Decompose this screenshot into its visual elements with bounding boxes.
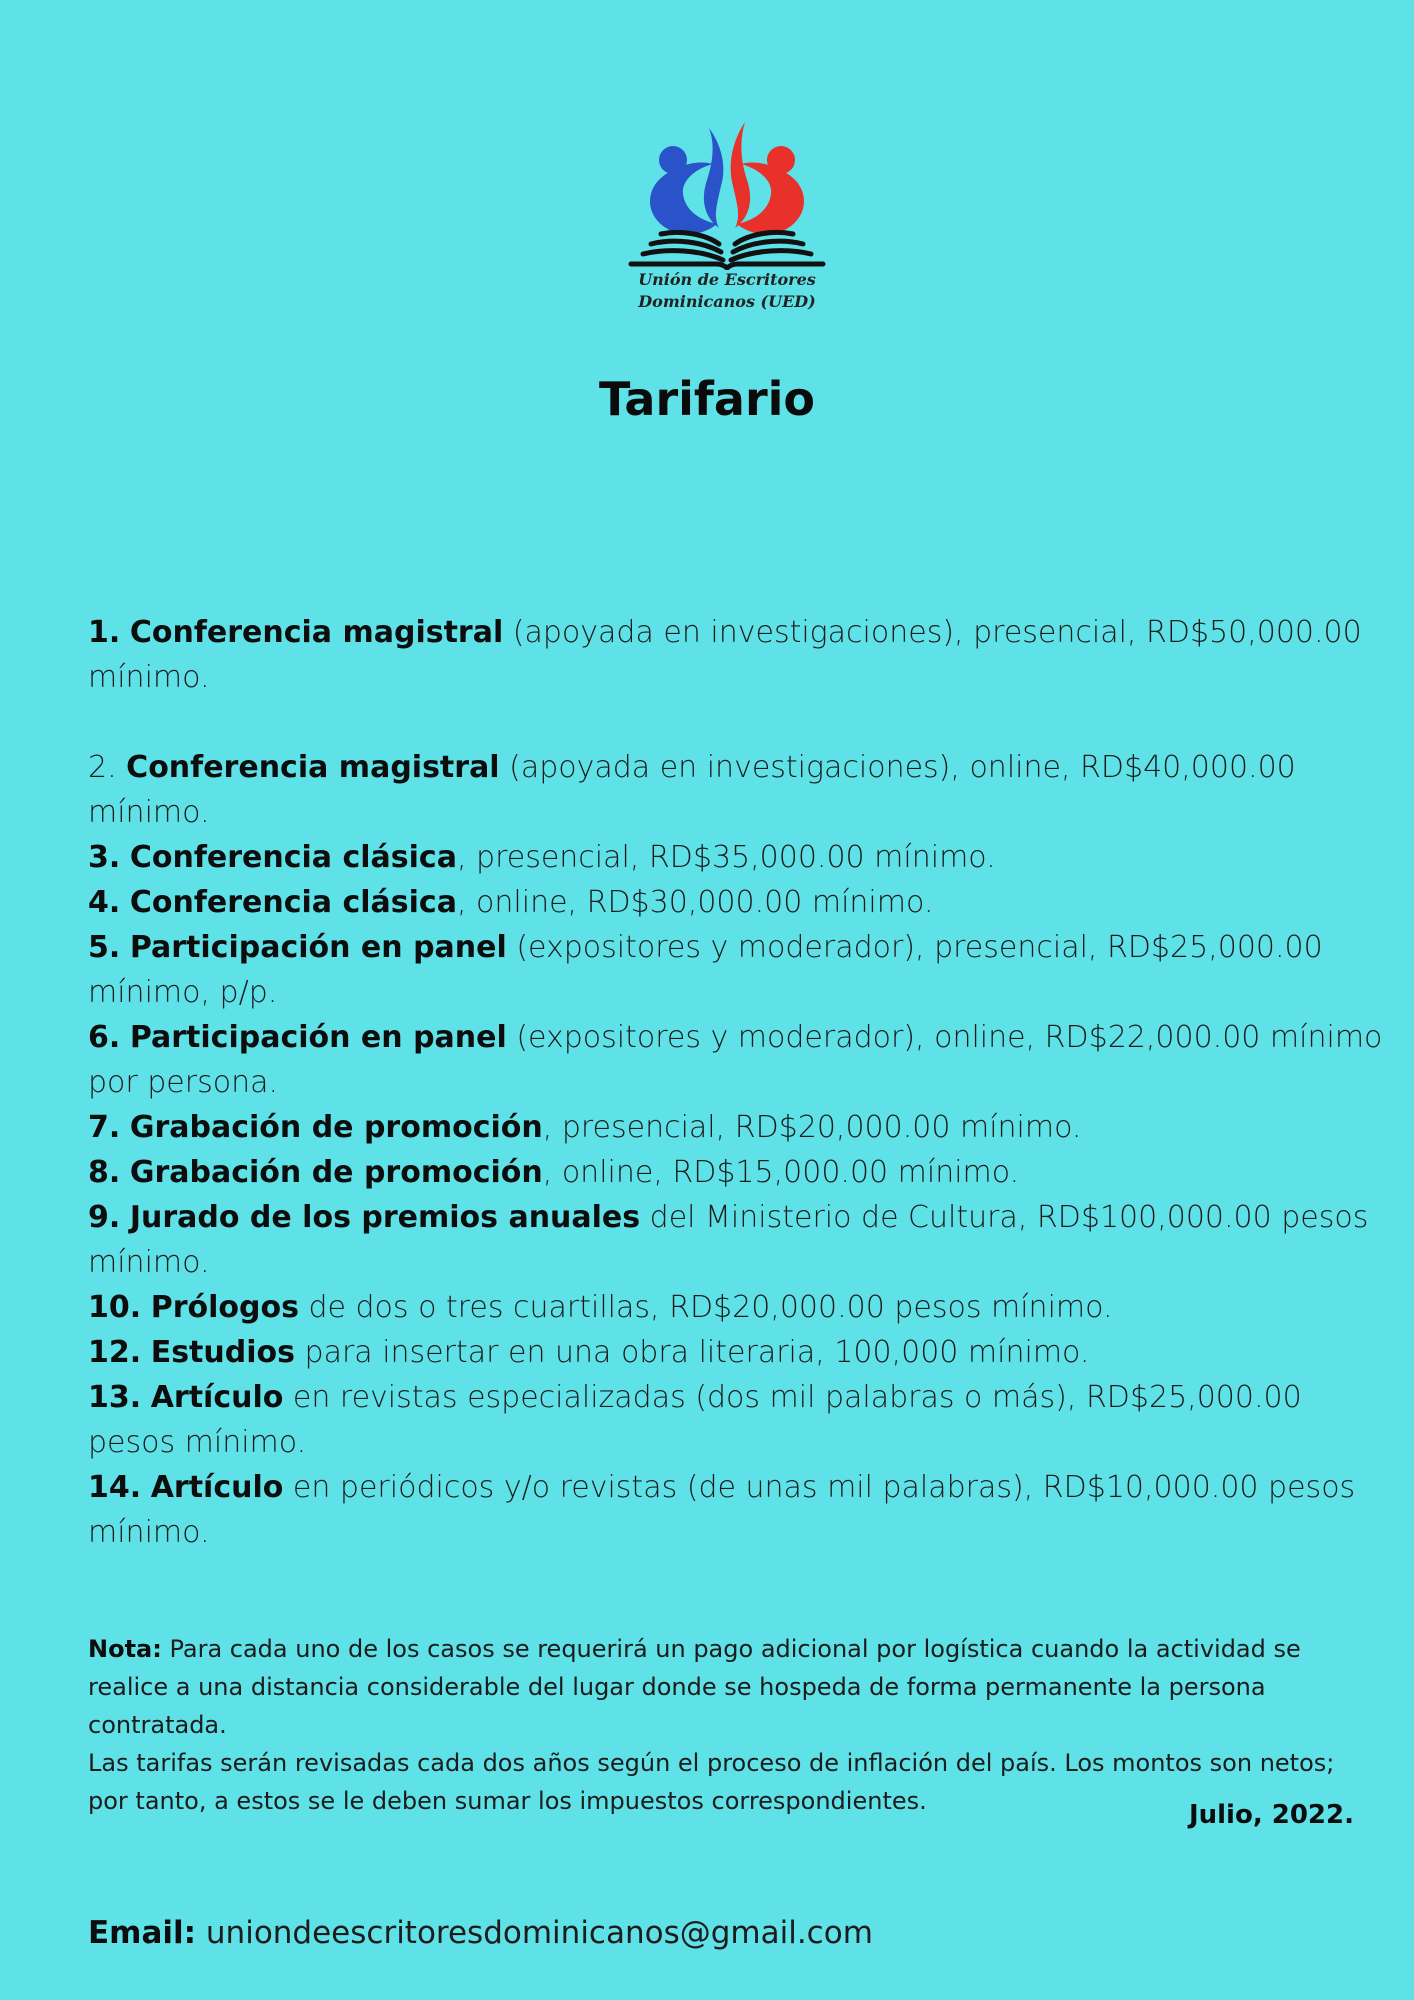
ued-logo <box>617 120 837 320</box>
rate-item <box>88 880 1388 925</box>
rate-item <box>88 1375 1388 1465</box>
item-detail: (apoyada en investigaciones), online, RD$40,000.00 mínimo. <box>88 750 1296 830</box>
rate-item <box>88 1465 1388 1555</box>
item-number: 1. <box>88 615 121 650</box>
open-book-icon <box>631 232 823 268</box>
item-service: Jurado de los premios anuales <box>129 1200 641 1235</box>
item-service: Grabación de promoción <box>129 1155 543 1190</box>
item-number: 12. <box>88 1335 142 1370</box>
rate-item <box>88 1285 1388 1330</box>
item-service: Conferencia magistral <box>126 750 500 785</box>
item-detail: en periódicos y/o revistas (de unas mil palabras), RD$10,000.00 pesos mínimo. <box>88 1470 1356 1550</box>
item-detail: , presencial, RD$20,000.00 mínimo. <box>542 1110 1082 1145</box>
note-label: Nota: <box>88 1635 162 1663</box>
item-detail: del Ministerio de Cultura, RD$100,000.00 pesos mínimo. <box>88 1200 1369 1280</box>
item-service: Artículo <box>150 1470 284 1505</box>
ued-emblem-icon <box>617 120 837 270</box>
rate-item <box>88 1330 1388 1375</box>
rate-item <box>88 1015 1388 1105</box>
item-service: Conferencia clásica <box>129 885 457 920</box>
item-number: 13. <box>88 1380 142 1415</box>
item-number: 4. <box>88 885 121 920</box>
item-service: Participación en panel <box>129 1020 507 1055</box>
item-detail: en revistas especializadas (dos mil palabras o más), RD$25,000.00 pesos mínimo. <box>88 1380 1302 1460</box>
logo-name-line2: Dominicanos (UED) <box>638 292 816 311</box>
rate-item <box>88 1105 1388 1150</box>
item-number: 14. <box>88 1470 142 1505</box>
item-service: Participación en panel <box>129 930 507 965</box>
rate-item <box>88 1195 1388 1285</box>
item-detail: (expositores y moderador), presencial, RD$25,000.00 mínimo, p/p. <box>88 930 1323 1010</box>
item-number: 6. <box>88 1020 121 1055</box>
rate-item <box>88 925 1388 1015</box>
note-text-1: Para cada uno de los casos se requerirá un pago adicional por logística cuando la actividad se realice a una distancia considerable del lugar donde se hospeda de forma permanente la persona contratada. <box>88 1635 1301 1739</box>
item-detail: para insertar en una obra literaria, 100,000 mínimo. <box>294 1335 1090 1370</box>
contact-email <box>88 1915 873 1951</box>
rate-item <box>88 835 1388 880</box>
item-number: 10. <box>88 1290 142 1325</box>
item-service: Estudios <box>150 1335 295 1370</box>
page-title: Tarifario <box>598 372 816 426</box>
logo-name-line1: Unión de Escritores <box>638 270 816 289</box>
item-detail: , presencial, RD$35,000.00 mínimo. <box>456 840 996 875</box>
email-label: Email: <box>88 1915 197 1951</box>
blue-flame <box>704 128 723 228</box>
item-detail: (expositores y moderador), online, RD$22,000.00 mínimo por persona. <box>88 1020 1383 1100</box>
item-service: Artículo <box>150 1380 284 1415</box>
item-number: 3. <box>88 840 121 875</box>
item-number: 5. <box>88 930 121 965</box>
rate-item <box>88 1150 1388 1195</box>
rate-item <box>88 745 1388 835</box>
item-service: Prólogos <box>150 1290 299 1325</box>
note-block <box>88 1630 1368 1820</box>
item-number: 8. <box>88 1155 121 1190</box>
item-detail: , online, RD$15,000.00 mínimo. <box>542 1155 1020 1190</box>
item-service: Conferencia clásica <box>129 840 457 875</box>
note-paragraph-2: Las tarifas serán revisadas cada dos años según el proceso de inflación del país. Los montos son netos; por tanto, a estos se le deben sumar los impuestos correspondientes. <box>88 1749 1335 1815</box>
red-flame <box>731 122 750 228</box>
item-service: Grabación de promoción <box>129 1110 543 1145</box>
item-service: Conferencia magistral <box>129 615 504 650</box>
item-detail: , online, RD$30,000.00 mínimo. <box>456 885 934 920</box>
note-paragraph-1 <box>88 1630 1368 1744</box>
item-number: 2. <box>88 750 117 785</box>
item-detail: (apoyada en investigaciones), presencial, RD$50,000.00 mínimo. <box>88 615 1362 695</box>
rate-list <box>88 610 1388 1555</box>
item-number: 9. <box>88 1200 121 1235</box>
email-address[interactable]: uniondeescritoresdominicanos@gmail.com <box>205 1915 873 1951</box>
rate-item <box>88 610 1388 700</box>
document-date: Julio, 2022. <box>1188 1800 1354 1830</box>
item-number: 7. <box>88 1110 121 1145</box>
item-detail: de dos o tres cuartillas, RD$20,000.00 pesos mínimo. <box>298 1290 1113 1325</box>
